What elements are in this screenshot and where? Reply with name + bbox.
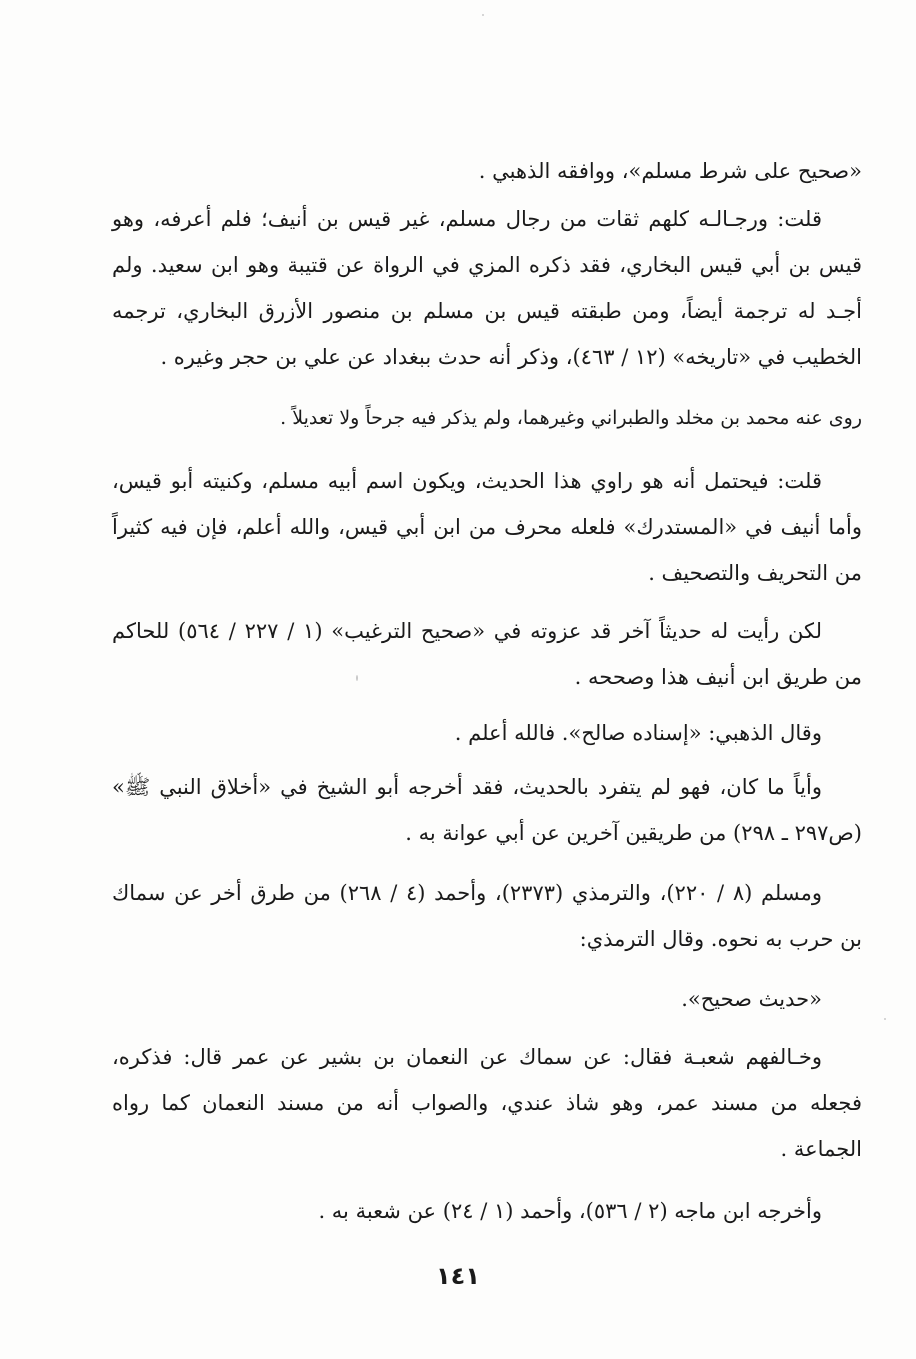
paragraph-abu-shaykh: وأياً ما كان، فهو لم يتفرد بالحديث، فقد أخرجه أبو الشيخ في «أخلاق النبي ﷺ» (ص٢٩٧ ـ ٢٩٨) من طريقين آخرين عن أبي عوانة به . <box>112 775 862 845</box>
paragraph-narrators: قلت: ورجـالـه كلهم ثقات من رجال مسلم، غير قيس بن أنيف؛ فلم أعرفه، وهو قيس بن أبي قيس البخاري، فقد ذكره المزي في الرواة عن قتيبة وهو ابن سعيد. ولم أجـد له ترجمة أيضاً، ومن طبقته قيس بن مسلم بن منصور الأزرق البخاري، ترجمه الخطيب في «تاريخه» (١٢ / ٤٦٣)، وذكر أنه حدث ببغداد عن علي بن حجر وغيره . <box>112 207 862 369</box>
paragraph-ibn-majah: وأخرجه ابن ماجه (٢ / ٥٣٦)، وأحمد (١ / ٢٤) عن شعبة به . <box>318 1199 822 1223</box>
page-number: ١٤١ <box>436 1262 480 1290</box>
paragraph-dhahabi: وقال الذهبي: «إسناده صالح». فالله أعلم . <box>454 721 822 745</box>
paragraph-possibility: قلت: فيحتمل أنه هو راوي هذا الحديث، ويكون اسم أبيه مسلم، وكنيته أبو قيس، وأما أنيف في «المستدرك» فلعله محرف من ابن أبي قيس، والله أعلم، فإن فيه كثيراً من التحريف والتصحيف . <box>112 469 862 585</box>
paragraph-narrated-from: روى عنه محمد بن مخلد والطبراني وغيرهما، ولم يذكر فيه جرحاً ولا تعديلاً . <box>280 407 862 429</box>
paragraph-quote-hadith-sahih: «حديث صحيح». <box>681 987 822 1011</box>
paragraph-another-hadith: لكن رأيت له حديثاً آخر قد عزوته في «صحيح الترغيب» (١ / ٢٢٧ / ٥٦٤) للحاكم من طريق ابن أنيف هذا وصححه . <box>112 619 862 689</box>
scan-speck <box>482 14 484 16</box>
paragraph-quote-sahih: «صحيح على شرط مسلم»، ووافقه الذهبي . <box>478 159 862 183</box>
paragraph-shuba: وخـالفهم شعبـة فقال: عن سماك عن النعمان بن بشير عن عمر قال: فذكره، فجعله من مسند عمر، وهو شاذ عندي، والصواب أنه من مسند النعمان كما رواه الجماعة . <box>112 1045 862 1161</box>
paragraph-muslim-tirmidhi: ومسلم (٨ / ٢٢٠)، والترمذي (٢٣٧٣)، وأحمد (٤ / ٢٦٨) من طرق أخر عن سماك بن حرب به نحوه. وقال الترمذي: <box>112 881 862 951</box>
scan-speck <box>884 1018 886 1020</box>
